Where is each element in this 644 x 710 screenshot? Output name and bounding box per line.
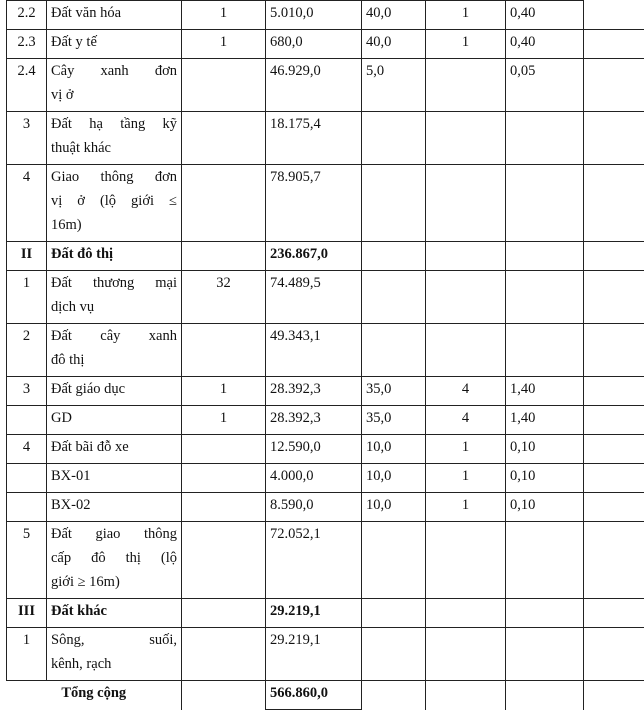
cell-floors <box>426 599 506 628</box>
cell-density: 10,0 <box>362 493 426 522</box>
table-row <box>7 493 644 522</box>
cell-name <box>47 324 182 377</box>
cell-floors <box>426 271 506 324</box>
cell-area: 28.392,3 <box>266 377 362 406</box>
cell-count <box>182 599 266 628</box>
cell-coef <box>506 599 584 628</box>
table-row <box>7 30 644 59</box>
cell-coef: 0,10 <box>506 464 584 493</box>
table-row <box>7 59 644 112</box>
cell-note <box>584 112 644 165</box>
cell-no: II <box>7 242 47 271</box>
cell-count: 1 <box>182 377 266 406</box>
cell-no: 2.2 <box>7 1 47 30</box>
cell-name <box>47 377 182 406</box>
cell-coef <box>506 324 584 377</box>
cell-name-line: Giao thông đơn <box>51 165 177 189</box>
cell-density: 40,0 <box>362 1 426 30</box>
cell-name-line: thuật khác <box>51 136 177 160</box>
cell-coef: 0,40 <box>506 30 584 59</box>
cell-area: 28.392,3 <box>266 406 362 435</box>
cell-area: 18.175,4 <box>266 112 362 165</box>
cell-density <box>362 165 426 242</box>
cell-density: 35,0 <box>362 377 426 406</box>
cell-no: 3 <box>7 112 47 165</box>
cell-name-line: GD <box>51 406 177 430</box>
cell-floors <box>426 324 506 377</box>
cell-coef <box>506 522 584 599</box>
cell-name-line: dịch vụ <box>51 295 177 319</box>
cell-name <box>47 242 182 271</box>
cell-name <box>47 599 182 628</box>
cell-name <box>47 1 182 30</box>
cell-note <box>584 406 644 435</box>
cell-floors: 1 <box>426 1 506 30</box>
table-row <box>7 1 644 30</box>
cell-area: 12.590,0 <box>266 435 362 464</box>
cell-floors <box>426 242 506 271</box>
cell-count <box>182 435 266 464</box>
cell-density <box>362 242 426 271</box>
cell-coef: 0,10 <box>506 435 584 464</box>
cell-no: 1 <box>7 271 47 324</box>
cell-count <box>182 493 266 522</box>
cell-count <box>182 165 266 242</box>
cell-no: 2.3 <box>7 30 47 59</box>
cell-density <box>362 628 426 681</box>
cell-coef: 1,40 <box>506 377 584 406</box>
table-row <box>7 435 644 464</box>
table-row <box>7 242 644 271</box>
cell-note <box>584 599 644 628</box>
cell-floors <box>426 112 506 165</box>
cell-c6 <box>426 681 506 710</box>
cell-name <box>47 30 182 59</box>
table-row <box>7 112 644 165</box>
cell-floors: 4 <box>426 377 506 406</box>
cell-count: 1 <box>182 1 266 30</box>
cell-no: 4 <box>7 165 47 242</box>
cell-area: 236.867,0 <box>266 242 362 271</box>
cell-area: 680,0 <box>266 30 362 59</box>
cell-no: 2.4 <box>7 59 47 112</box>
cell-no <box>7 464 47 493</box>
cell-name-line: Cây xanh đơn <box>51 59 177 83</box>
cell-floors: 1 <box>426 493 506 522</box>
cell-area: 29.219,1 <box>266 628 362 681</box>
cell-name <box>47 165 182 242</box>
cell-coef <box>506 112 584 165</box>
cell-floors <box>426 59 506 112</box>
cell-name <box>47 59 182 112</box>
cell-density: 10,0 <box>362 435 426 464</box>
cell-no <box>7 406 47 435</box>
cell-name-line: BX-01 <box>51 464 177 488</box>
cell-name-line: 16m) <box>51 213 177 237</box>
cell-name-line: Đất giao thông <box>51 522 177 546</box>
cell-coef <box>506 628 584 681</box>
cell-no: III <box>7 599 47 628</box>
cell-coef: 0,40 <box>506 1 584 30</box>
cell-no: 3 <box>7 377 47 406</box>
cell-density <box>362 324 426 377</box>
cell-note <box>584 30 644 59</box>
table-row <box>7 406 644 435</box>
cell-coef <box>506 165 584 242</box>
cell-no <box>7 493 47 522</box>
cell-name <box>47 435 182 464</box>
table-row <box>7 628 644 681</box>
cell-note <box>584 324 644 377</box>
cell-name <box>47 406 182 435</box>
cell-area: 72.052,1 <box>266 522 362 599</box>
cell-no: 5 <box>7 522 47 599</box>
cell-count: 1 <box>182 30 266 59</box>
cell-coef <box>506 242 584 271</box>
cell-density <box>362 522 426 599</box>
cell-density: 5,0 <box>362 59 426 112</box>
cell-note <box>584 59 644 112</box>
cell-density <box>362 112 426 165</box>
cell-area: 78.905,7 <box>266 165 362 242</box>
cell-note <box>584 165 644 242</box>
cell-c5 <box>362 681 426 710</box>
cell-name-line: vị ở (lộ giới ≤ <box>51 189 177 213</box>
cell-name-line: Đất khác <box>51 599 177 623</box>
cell-floors <box>426 628 506 681</box>
cell-area: 566.860,0 <box>266 681 362 710</box>
cell-name <box>47 464 182 493</box>
cell-count <box>182 242 266 271</box>
cell-c7 <box>506 681 584 710</box>
cell-no: 4 <box>7 435 47 464</box>
cell-count <box>182 628 266 681</box>
cell-name-line: Đất thương mại <box>51 271 177 295</box>
cell-note <box>584 493 644 522</box>
cell-floors: 1 <box>426 30 506 59</box>
cell-note <box>584 522 644 599</box>
table-row <box>7 377 644 406</box>
cell-count <box>182 522 266 599</box>
cell-name-line: BX-02 <box>51 493 177 517</box>
cell-floors: 1 <box>426 435 506 464</box>
cell-density: 35,0 <box>362 406 426 435</box>
table-row <box>7 522 644 599</box>
table-row <box>7 271 644 324</box>
cell-density: 40,0 <box>362 30 426 59</box>
cell-no: 1 <box>7 628 47 681</box>
cell-coef <box>506 271 584 324</box>
cell-area: 74.489,5 <box>266 271 362 324</box>
cell-name <box>47 522 182 599</box>
cell-area: 49.343,1 <box>266 324 362 377</box>
cell-count: 32 <box>182 271 266 324</box>
cell-name-line: kênh, rạch <box>51 652 177 676</box>
cell-count <box>182 464 266 493</box>
cell-name <box>47 271 182 324</box>
cell-note <box>584 271 644 324</box>
cell-name-line: Đất y tế <box>51 30 177 54</box>
cell-density: 10,0 <box>362 464 426 493</box>
cell-area: 5.010,0 <box>266 1 362 30</box>
table-row <box>7 599 644 628</box>
cell-name-line: Đất cây xanh <box>51 324 177 348</box>
cell-count <box>182 112 266 165</box>
cell-count <box>182 324 266 377</box>
cell-name <box>47 112 182 165</box>
cell-name-line: Đất văn hóa <box>51 1 177 25</box>
cell-note <box>584 464 644 493</box>
cell-note <box>584 242 644 271</box>
cell-note <box>584 435 644 464</box>
cell-name-line: Sông, suối, <box>51 628 177 652</box>
table-row <box>7 464 644 493</box>
cell-name-line: giới ≥ 16m) <box>51 570 177 594</box>
cell-floors: 1 <box>426 464 506 493</box>
cell-name <box>47 628 182 681</box>
land-use-table <box>6 0 644 710</box>
table-row <box>7 165 644 242</box>
cell-name-line: vị ở <box>51 83 177 107</box>
cell-area: 8.590,0 <box>266 493 362 522</box>
cell-area: 29.219,1 <box>266 599 362 628</box>
table-body <box>7 1 644 710</box>
cell-density <box>362 271 426 324</box>
cell-area: 4.000,0 <box>266 464 362 493</box>
cell-name-line: cấp đô thị (lộ <box>51 546 177 570</box>
cell-floors: 4 <box>426 406 506 435</box>
cell-name-line: đô thị <box>51 348 177 372</box>
cell-area: 46.929,0 <box>266 59 362 112</box>
cell-name-line: Đất bãi đỗ xe <box>51 435 177 459</box>
cell-count <box>182 59 266 112</box>
cell-floors <box>426 165 506 242</box>
cell-coef: 1,40 <box>506 406 584 435</box>
land-use-table-page <box>6 0 644 710</box>
cell-note <box>584 1 644 30</box>
cell-floors <box>426 522 506 599</box>
total-row <box>7 681 644 710</box>
cell-name-line: Đất giáo dục <box>51 377 177 401</box>
cell-count <box>182 681 266 710</box>
cell-note <box>584 628 644 681</box>
cell-density <box>362 599 426 628</box>
total-label-text: Tổng cộng <box>61 685 126 701</box>
table-row <box>7 324 644 377</box>
cell-no: 2 <box>7 324 47 377</box>
cell-name <box>47 493 182 522</box>
cell-count: 1 <box>182 406 266 435</box>
cell-note <box>584 681 644 710</box>
cell-coef: 0,10 <box>506 493 584 522</box>
cell-coef: 0,05 <box>506 59 584 112</box>
cell-name-line: Đất hạ tầng kỹ <box>51 112 177 136</box>
total-label <box>7 681 182 710</box>
cell-name-line: Đất đô thị <box>51 242 177 266</box>
cell-note <box>584 377 644 406</box>
